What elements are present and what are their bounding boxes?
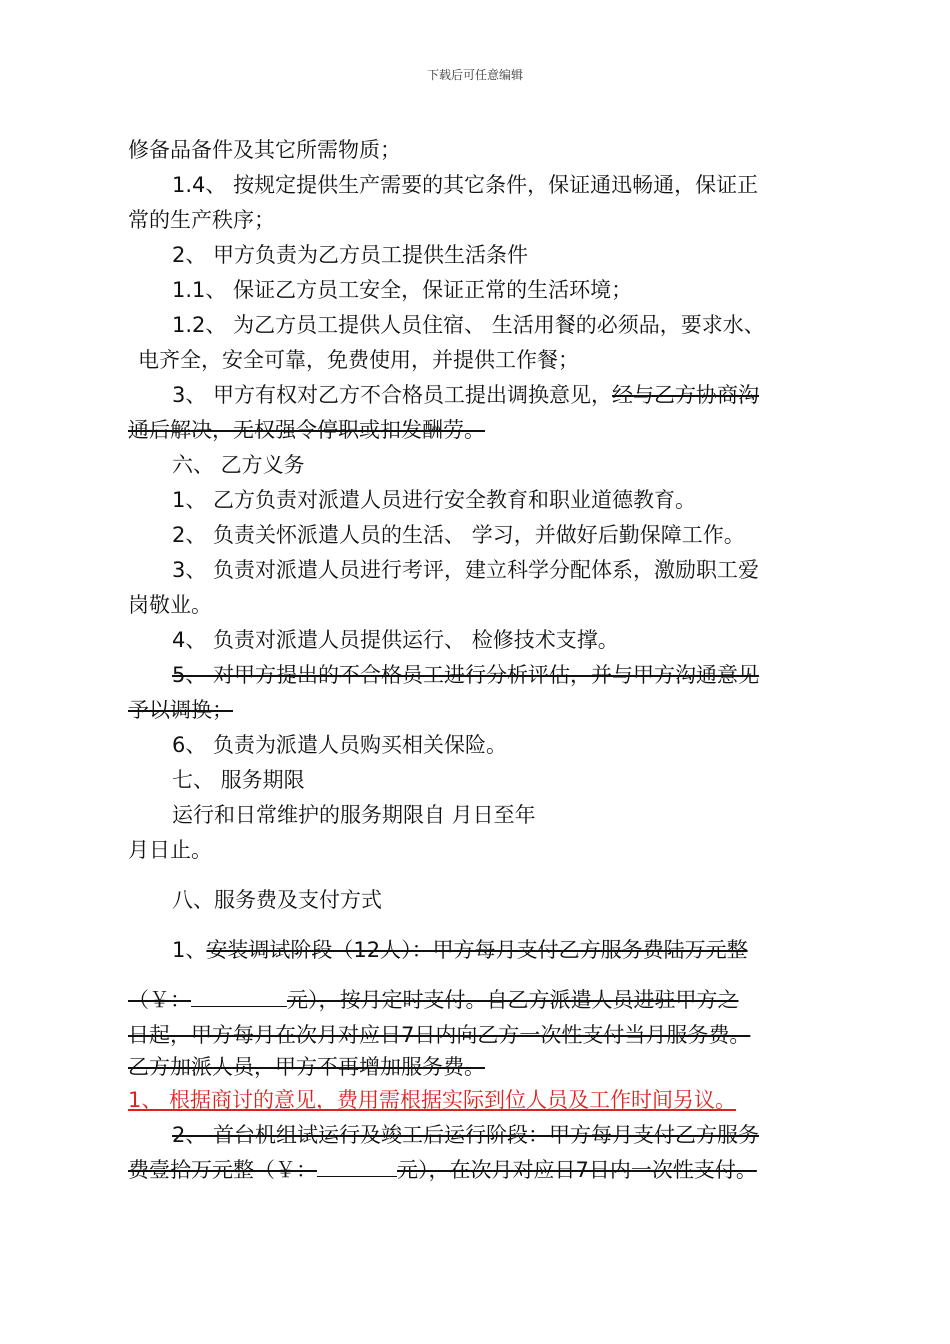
text-line: 1.2、 为乙方员工提供人员住宿、 生活用餐的必须品，要求水、 (172, 313, 765, 337)
text-line: 修备品备件及其它所需物质； (128, 138, 401, 162)
struck-text-line (128, 985, 739, 1015)
section-heading: 八、服务费及支付方式 (172, 888, 382, 912)
text-line: 1、 乙方负责对派遣人员进行安全教育和职业道德教育。 (172, 488, 697, 512)
text-line: 1.1、 保证乙方员工安全，保证正常的生活环境； (172, 278, 633, 302)
text-segment: （￥： (128, 988, 191, 1012)
struck-text-line: 2、 首台机组试运行及竣工后运行阶段：甲方每月支付乙方服务 (172, 1123, 760, 1147)
text-line (172, 380, 759, 410)
text-segment: 元），按月定时支付。自乙方派遣人员进驻甲方之 (287, 988, 739, 1012)
text-line: 3、 负责对派遣人员进行考评，建立科学分配体系，激励职工爱 (172, 558, 760, 582)
text-line (172, 935, 748, 965)
revision-line: 1、 根据商讨的意见，费用需根据实际到位人员及工作时间另议。 (128, 1088, 737, 1112)
text-line: 常的生产秩序； (128, 208, 275, 232)
text-line: 2、 甲方负责为乙方员工提供生活条件 (172, 243, 529, 267)
amount-blank (191, 988, 287, 1007)
struck-text: 安装调试阶段（12人）：甲方每月支付乙方服务费陆万元整 (206, 938, 748, 962)
text-line: 月日止。 (128, 838, 212, 862)
struck-text-line (128, 1155, 757, 1185)
amount-blank (317, 1158, 397, 1177)
text-line: 2、 负责关怀派遣人员的生活、 学习，并做好后勤保障工作。 (172, 523, 745, 547)
text-line: 电齐全，安全可靠，免费使用，并提供工作餐； (138, 348, 579, 372)
struck-text-line: 5、 对甲方提出的不合格员工进行分析评估，并与甲方沟通意见 (172, 663, 760, 687)
text-line: 1.4、 按规定提供生产需要的其它条件，保证通迅畅通，保证正 (172, 173, 759, 197)
text-segment: 1、 (172, 938, 207, 962)
text-line: 岗敬业。 (128, 593, 212, 617)
struck-text-line: 日起，甲方每月在次月对应日7日内向乙方一次性支付当月服务费。 (128, 1023, 751, 1047)
page-header: 下载后可任意编辑 (426, 68, 523, 82)
struck-text-line: 予以调换； (128, 698, 233, 722)
text-line: 4、 负责对派遣人员提供运行、 检修技术支撑。 (172, 628, 619, 652)
text-segment: 元），在次月对应日7日内一次性支付。 (397, 1158, 757, 1182)
text-line: 6、 负责为派遣人员购买相关保险。 (172, 733, 508, 757)
struck-text-line: 通后解决，无权强令停职或扣发酬劳。 (128, 418, 485, 442)
section-heading: 七、 服务期限 (172, 768, 305, 792)
struck-text-line: 乙方加派人员，甲方不再增加服务费。 (128, 1055, 485, 1079)
struck-text: 经与乙方协商沟 (612, 383, 760, 407)
text-segment: 3、 甲方有权对乙方不合格员工提出调换意见， (172, 383, 613, 407)
text-segment: 费壹拾万元整（￥： (128, 1158, 317, 1182)
text-line: 运行和日常维护的服务期限自 月日至年 (172, 803, 536, 827)
section-heading: 六、 乙方义务 (172, 453, 305, 477)
